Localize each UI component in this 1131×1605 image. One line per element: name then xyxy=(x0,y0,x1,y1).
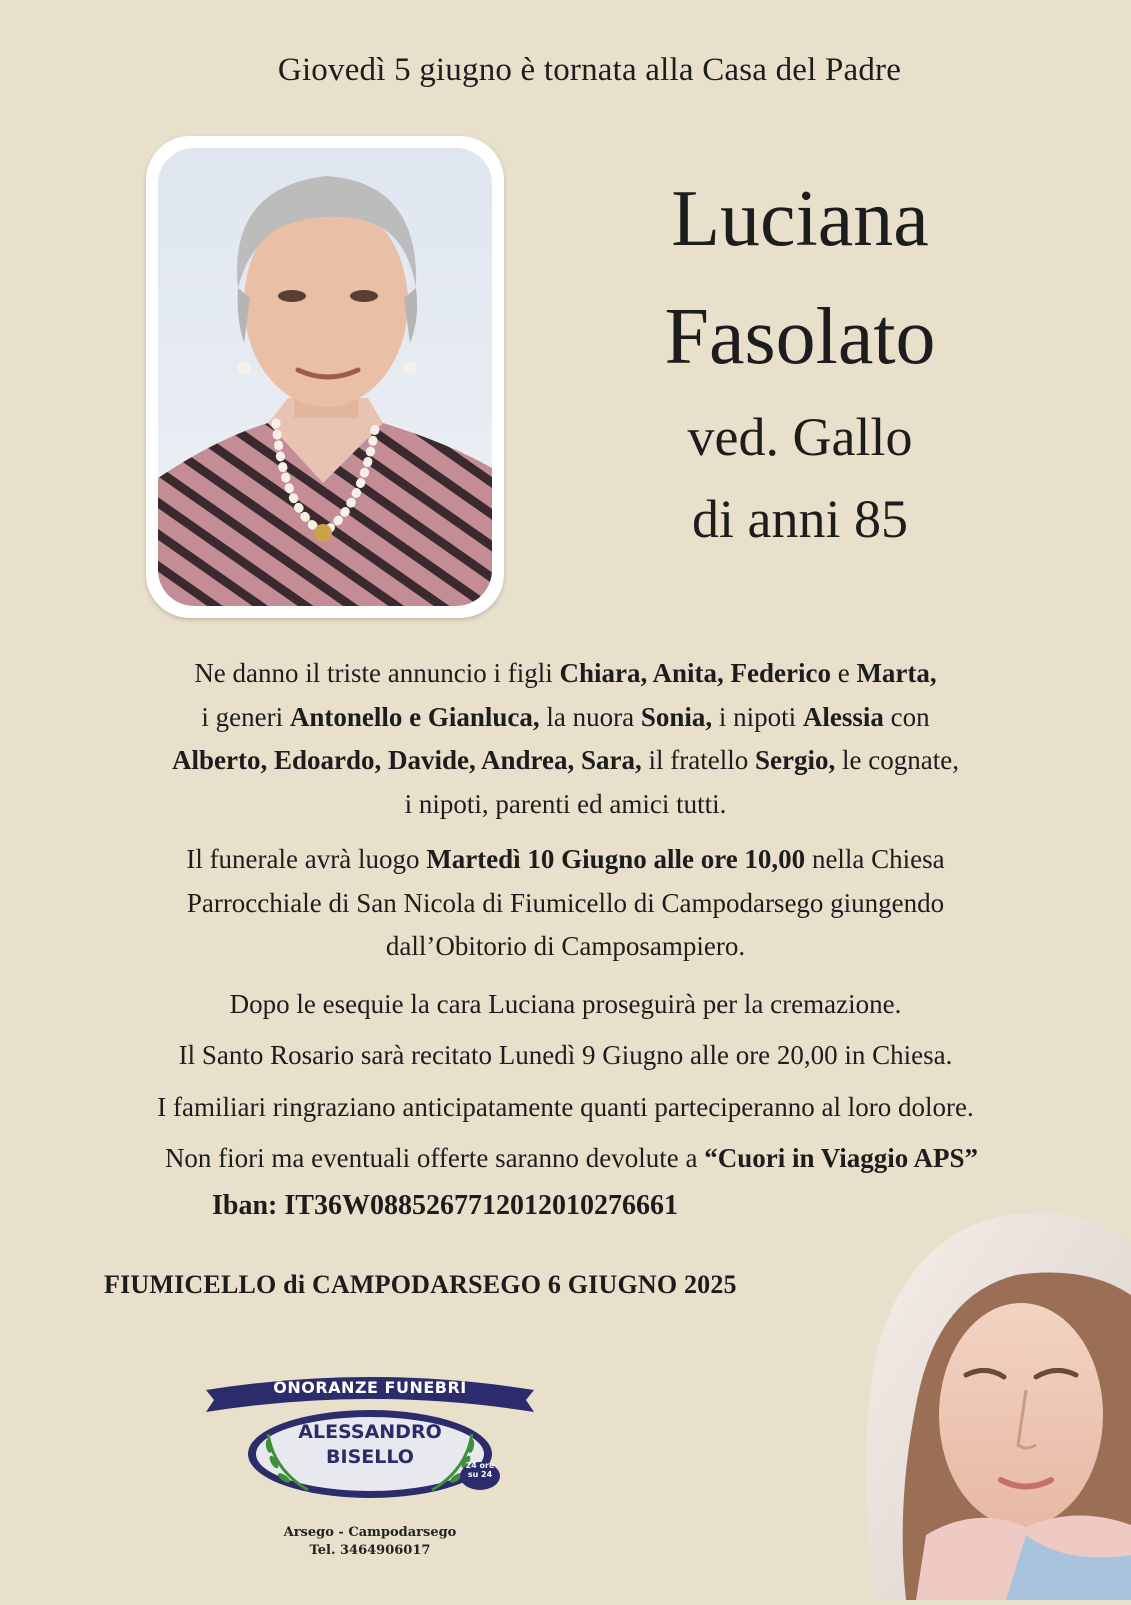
widow-of: ved. Gallo xyxy=(687,407,913,467)
family_paragraph-segment: Sergio, xyxy=(755,745,836,775)
announcement-text: Giovedì 5 giugno è tornata alla Casa del Padre xyxy=(277,52,902,88)
funeral-home-logo xyxy=(204,1372,536,1562)
donation-prefix: Non fiori ma eventuali offerte saranno devolute a xyxy=(164,1143,705,1173)
madonna-image xyxy=(836,1205,1131,1600)
family_paragraph-segment: Alberto, Edoardo, Davide, Andrea, Sara, xyxy=(172,745,642,775)
logo-phone: Tel. 3464906017 xyxy=(309,1543,431,1558)
donation-organization: “Cuori in Viaggio APS” xyxy=(704,1143,979,1173)
family_paragraph-segment: il fratello xyxy=(641,745,756,775)
logo-name xyxy=(264,1420,476,1470)
family_paragraph-segment: Alessia xyxy=(802,701,884,732)
funeral_paragraph-segment: Parrocchiale di San Nicola di Fiumicello di Campodarsego giungendo xyxy=(186,887,945,918)
logo-24h-badge xyxy=(464,1461,496,1479)
portrait-illustration xyxy=(158,148,492,606)
place-and-date: FIUMICELLO di CAMPODARSEGO 6 GIUGNO 2025 xyxy=(104,1270,737,1299)
funeral-paragraph xyxy=(60,838,1071,969)
last-name: Fasolato xyxy=(664,293,936,381)
announcement-line xyxy=(0,52,1131,89)
thanks-text: I familiari ringraziano anticipatamente quanti parteciperanno al loro dolore. xyxy=(157,1091,974,1122)
family_paragraph-segment: la nuora xyxy=(539,701,641,732)
funeral_paragraph-segment: nella Chiesa xyxy=(805,844,945,874)
portrait-photo xyxy=(158,148,492,606)
first-name: Luciana xyxy=(671,175,929,263)
announcement-body xyxy=(60,652,1071,1181)
family_paragraph-segment: i nipoti xyxy=(712,701,803,732)
badge-line2: su 24 xyxy=(467,1470,493,1479)
family_paragraph-segment: Ne danno il triste annuncio i figli xyxy=(194,658,560,688)
family_paragraph-segment: Chiara, Anita, Federico xyxy=(559,658,831,688)
deceased-name-block xyxy=(600,160,1000,560)
family_paragraph-segment: con xyxy=(883,701,930,732)
portrait-frame xyxy=(146,136,504,618)
family_paragraph-segment: le cognate, xyxy=(835,745,959,775)
family_paragraph-segment: Sonia, xyxy=(640,701,713,732)
family_paragraph-segment: Antonello e Gianluca, xyxy=(289,701,540,732)
family_paragraph-segment: Marta, xyxy=(856,658,937,688)
logo-name-line1: ALESSANDRO xyxy=(298,1421,442,1443)
logo-name-line2: BISELLO xyxy=(326,1446,414,1468)
badge-line1: 24 ore xyxy=(465,1461,495,1470)
family_paragraph-segment: i nipoti, parenti ed amici tutti. xyxy=(404,788,727,819)
funeral_paragraph-segment: Martedì 10 Giugno alle ore 10,00 xyxy=(426,844,806,874)
logo-address-block xyxy=(204,1524,536,1560)
funeral_paragraph-segment: Il funerale avrà luogo xyxy=(186,844,427,874)
madonna-illustration xyxy=(836,1205,1131,1600)
family_paragraph-segment: i generi xyxy=(201,701,290,732)
rosary-text: Il Santo Rosario sarà recitato Lunedì 9 Giugno alle ore 20,00 in Chiesa. xyxy=(178,1040,953,1070)
cremation-text: Dopo le esequie la cara Luciana proseguirà per la cremazione. xyxy=(229,988,902,1019)
age: di anni 85 xyxy=(692,489,908,549)
iban: Iban: IT36W0885267712012010276661 xyxy=(212,1190,678,1221)
donation-text xyxy=(66,1137,1077,1181)
family_paragraph-segment: e xyxy=(830,658,857,688)
logo-address: Arsego - Campodarsego xyxy=(283,1525,457,1540)
funeral_paragraph-segment: dall’Obitorio di Camposampiero. xyxy=(385,931,746,961)
family-paragraph xyxy=(60,652,1071,826)
logo-banner-text: ONORANZE FUNEBRI xyxy=(273,1378,467,1397)
